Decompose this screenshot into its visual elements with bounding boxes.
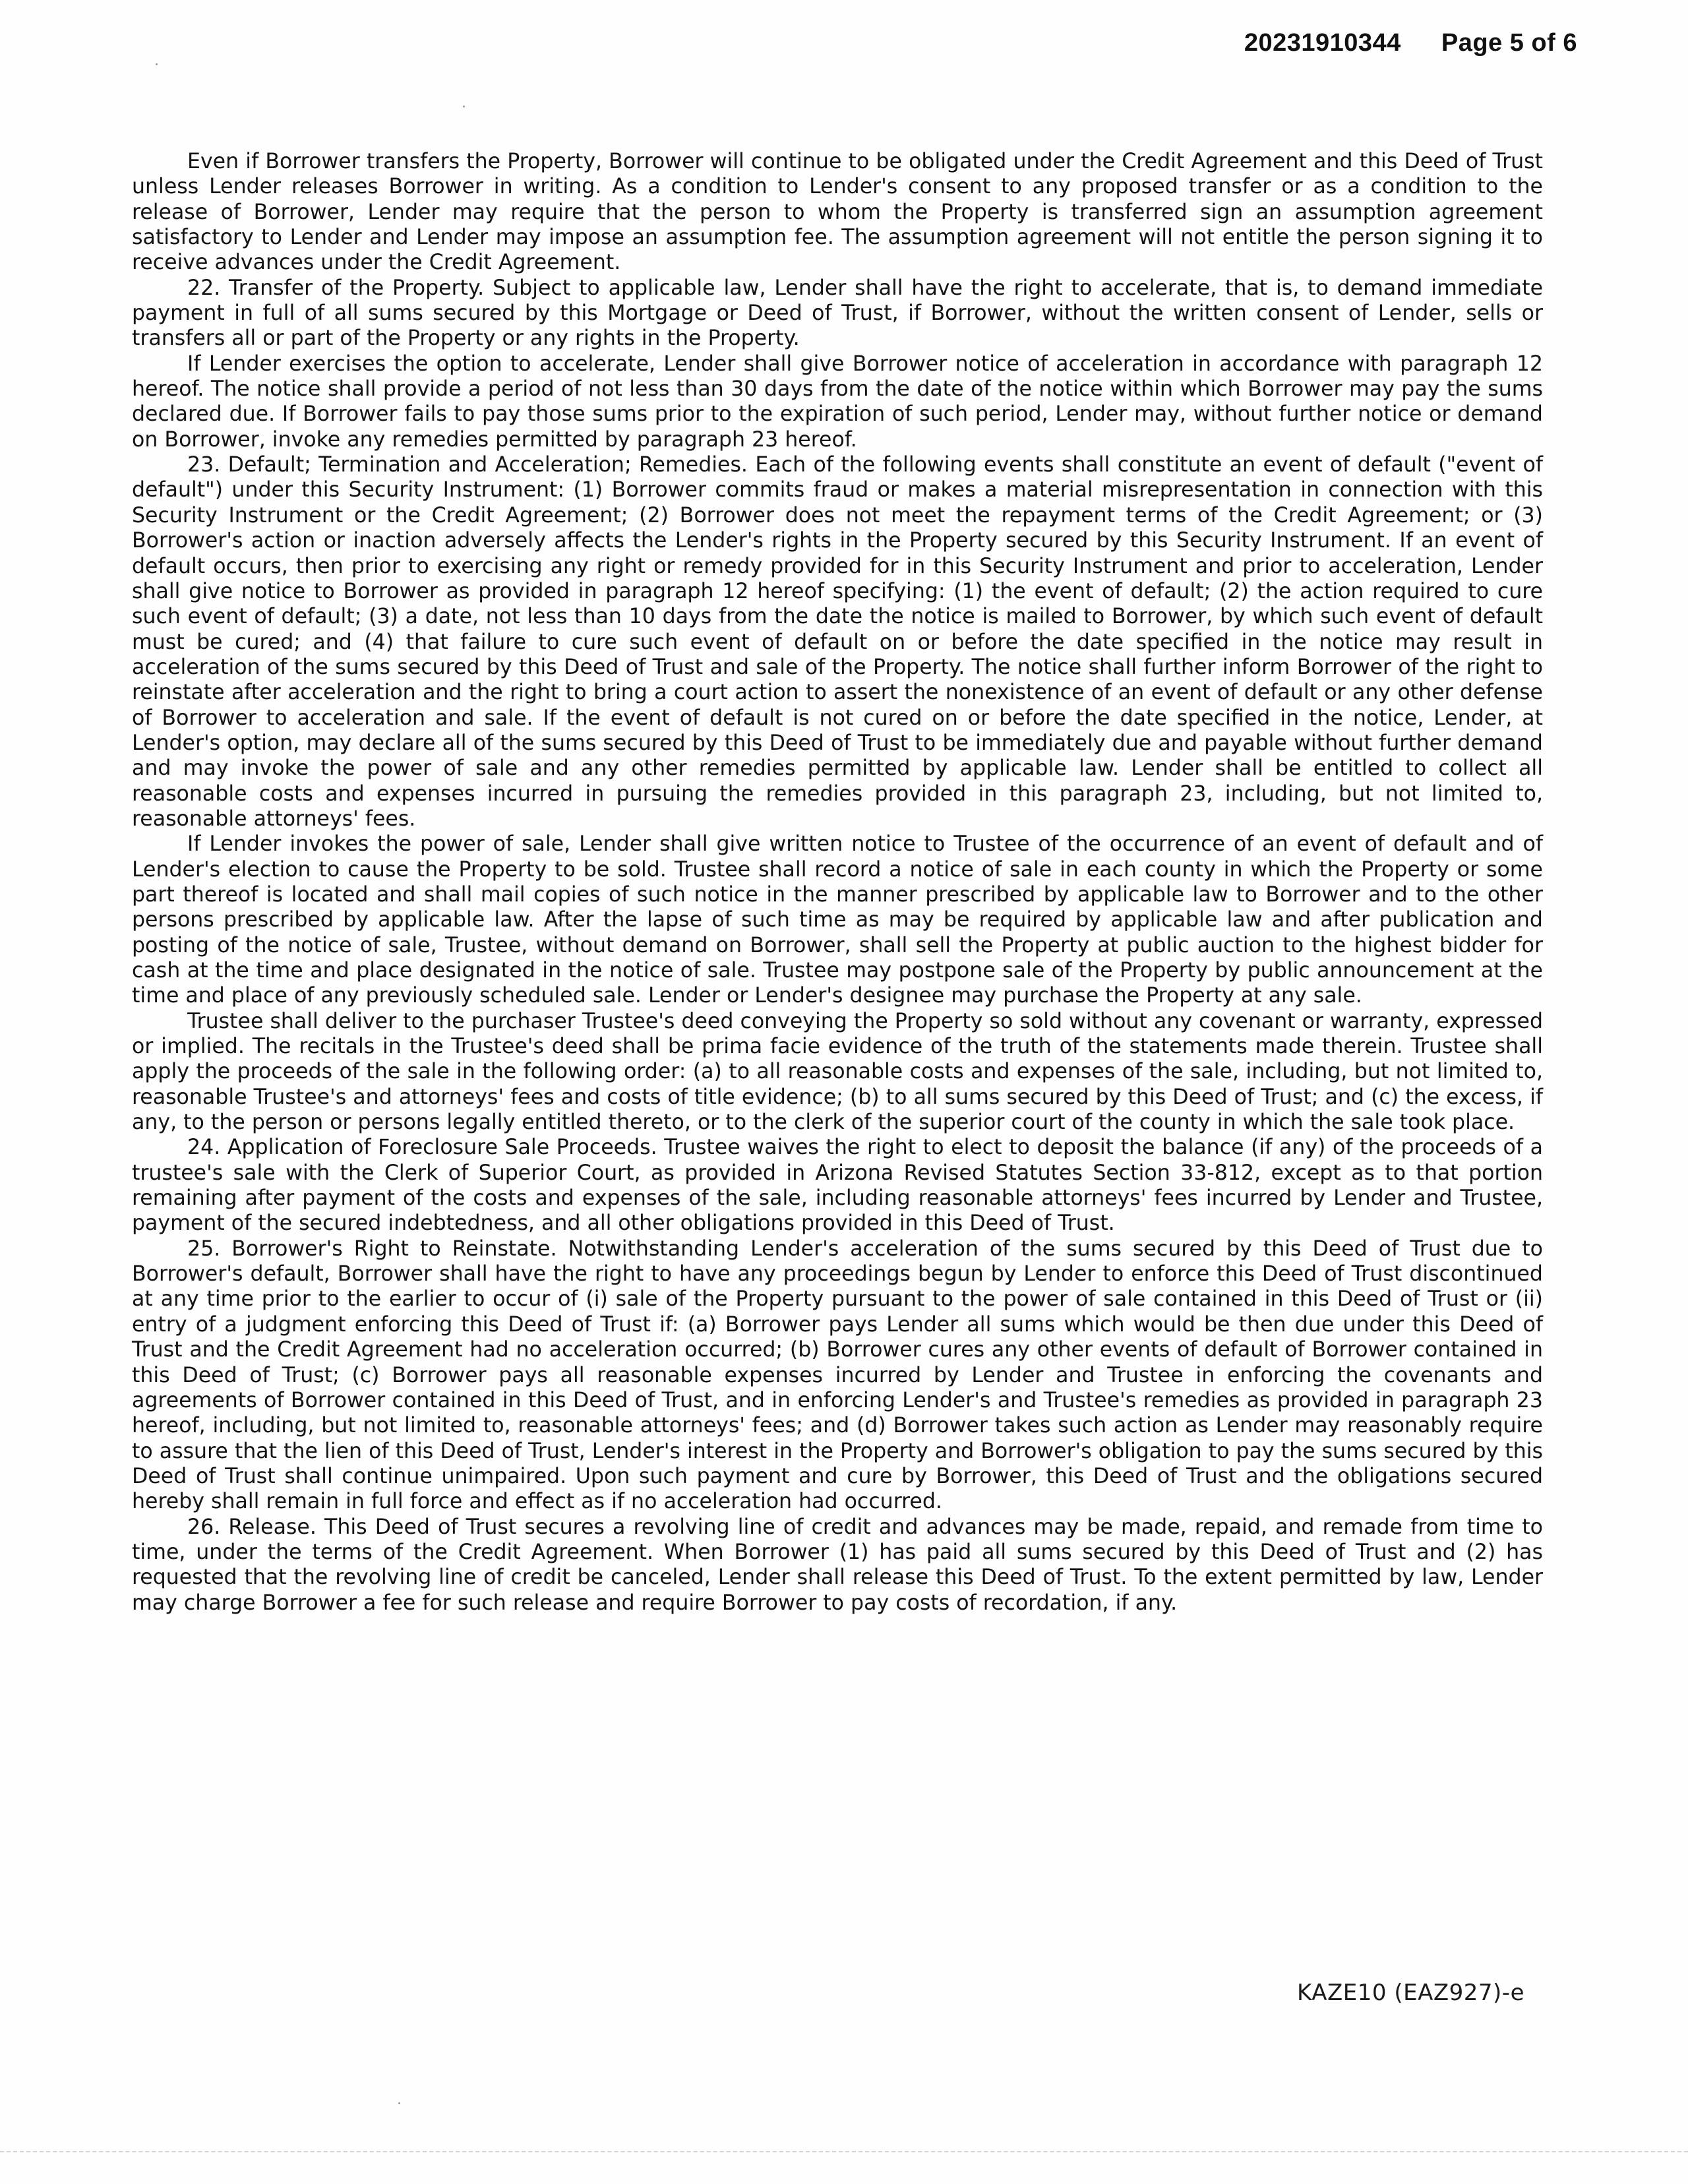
paragraph-text: Even if Borrower transfers the Property, Borrower will continue to be obligated under the Credit Agreement and this Deed of Trust unless Lender releases Borrower in writing. As a condition to Lender's consent to any proposed transfer or as a condition to the release of Borrower, Lender may require that the person to whom the Property is transferred sign an assumption agreement satisfactory to Lender and Lender may impose an assumption fee. The assumption agreement will not entitle the person signing it to receive advances under the Credit Agreement. [132,150,1543,275]
page-header [1244,29,1577,57]
paragraph-section-25 [132,1236,1543,1515]
scan-speck [398,2102,400,2104]
paragraph-text: If Lender invokes the power of sale, Lender shall give written notice to Trustee of the occurrence of an event of default and of Lender's election to cause the Property to be sold. Trustee shall record a notice of sale in each county in which the Property or some part thereof is located and shall mail copies of such notice in the manner prescribed by applicable law to Borrower and to the other persons prescribed by applicable law. After the lapse of such time as may be required by applicable law and after publication and posting of the notice of sale, Trustee, without demand on Borrower, shall sell the Property at public auction to the highest bidder for cash at the time and place designated in the notice of sale. Trustee may postpone sale of the Property by public announcement at the time and place of any previously scheduled sale. Lender or Lender's designee may purchase the Property at any sale. [132,832,1543,1008]
paragraph-section-26 [132,1515,1543,1616]
paragraph-section-22-accelerate [132,351,1543,452]
paragraph-text: If Lender exercises the option to accelerate, Lender shall give Borrower notice of acceleration in accordance with paragraph 12 hereof. The notice shall provide a period of not less than 30 days from the date of the notice within which Borrower may pay the sums declared due. If Borrower fails to pay those sums prior to the expiration of such period, Lender may, without further notice or demand on Borrower, invoke any remedies permitted by paragraph 23 hereof. [132,351,1543,452]
paragraph-section-24 [132,1135,1543,1236]
form-code: KAZE10 (EAZ927)-e [1297,1980,1524,2006]
document-number: 20231910344 [1244,29,1401,57]
paragraph-text: Subject to applicable law, Lender shall have the right to accelerate, that is, to demand immediate payment in full of all sums secured by this Mortgage or Deed of Trust, if Borrower, without the written consent of Lender, sells or transfers all or part of the Property or any rights in the Property. [132,276,1544,351]
scan-speck [156,63,158,65]
paragraph-heading: 24. Application of Foreclosure Sale Proceeds. [187,1136,657,1160]
paragraph-section-23-trustee-deed [132,1009,1543,1136]
paragraph-text: Trustee shall deliver to the purchaser Trustee's deed conveying the Property so sold without any covenant or warranty, expressed or implied. The recitals in the Trustee's deed shall be prima facie evidence of the truth of the statements made therein. Trustee shall apply the proceeds of the sale in the following order: (a) to all reasonable costs and expenses of the sale, including, but not limited to, reasonable Trustee's and attorneys' fees and costs of title evidence; (b) to all sums secured by this Deed of Trust; and (c) the excess, if any, to the person or persons legally entitled thereto, or to the clerk of the superior court of the county in which the sale took place. [132,1009,1543,1135]
paragraph-heading: 22. Transfer of the Property. [187,276,485,300]
page-indicator: Page 5 of 6 [1441,29,1577,57]
paragraph-heading: 23. Default; Termination and Acceleration; Remedies. [187,453,748,477]
paragraph-text: Notwithstanding Lender's acceleration of the sums secured by this Deed of Trust due to Borrower's default, Borrower shall have the right to have any proceedings begun by Lender to enforce this Deed of Trust discontinued at any time prior to the earlier to occur of (i) sale of the Property pursuant to the power of sale contained in this Deed of Trust or (ii) entry of a judgment enforcing this Deed of Trust if: (a) Borrower pays Lender all sums which would be then due under this Deed of Trust and the Credit Agreement had no acceleration occurred; (b) Borrower cures any other events of default of Borrower contained in this Deed of Trust; (c) Borrower pays all reasonable expenses incurred by Lender and Trustee in enforcing the covenants and agreements of Borrower contained in this Deed of Trust, and in enforcing Lender's and Trustee's remedies as provided in paragraph 23 hereof, including, but not limited to, reasonable attorneys' fees; and (d) Borrower takes such action as Lender may reasonably require to assure that the lien of this Deed of Trust, Lender's interest in the Property and Borrower's obligation to pay the sums secured by this Deed of Trust shall continue unimpaired. Upon such payment and cure by Borrower, this Deed of Trust and the obligations secured hereby shall remain in full force and effect as if no acceleration had occurred. [132,1236,1543,1514]
paragraph-text: This Deed of Trust secures a revolving line of credit and advances may be made, repaid, and remade from time to time, under the terms of the Credit Agreement. When Borrower (1) has paid all sums secured by this Deed of Trust and (2) has requested that the revolving line of credit be canceled, Lender shall release this Deed of Trust. To the extent permitted by law, Lender may charge Borrower a fee for such release and require Borrower to pay costs of recordation, if any. [132,1515,1543,1615]
paragraph-section-22 [132,276,1543,351]
paragraph-heading: 26. Release. [187,1515,316,1539]
paragraph-text: Trustee waives the right to elect to deposit the balance (if any) of the proceeds of a trustee's sale with the Clerk of Superior Court, as provided in Arizona Revised Statutes Section 33-812, except as to that portion remaining after payment of the costs and expenses of the sale, including reasonable attorneys' fees incurred by Lender and Trustee, payment of the secured indebtedness, and all other obligations provided in this Deed of Trust. [132,1136,1543,1236]
deed-body [132,149,1543,1616]
paragraph-text: Each of the following events shall constitute an event of default ("event of default") under this Security Instrument: (1) Borrower commits fraud or makes a material misrepresentation in connection with this Security Instrument or the Credit Agreement; (2) Borrower does not meet the repayment terms of the Credit Agreement; or (3) Borrower's action or inaction adversely affects the Lender's rights in the Property secured by this Security Instrument. If an event of default occurs, then prior to exercising any right or remedy provided for in this Security Instrument and prior to acceleration, Lender shall give notice to Borrower as provided in paragraph 12 hereof specifying: (1) the event of default; (2) the action required to cure such event of default; (3) a date, not less than 10 days from the date the notice is mailed to Borrower, by which such event of default must be cured; and (4) that failure to cure such event of default on or before the date specified in the notice may result in acceleration of the sums secured by this Deed of Trust and sale of the Property. The notice shall further inform Borrower of the right to reinstate after acceleration and the right to bring a court action to assert the nonexistence of an event of default or any other defense of Borrower to acceleration and sale. If the event of default is not cured on or before the date specified in the notice, Lender, at Lender's option, may declare all of the sums secured by this Deed of Trust to be immediately due and payable without further demand and may invoke the power of sale and any other remedies permitted by applicable law. Lender shall be entitled to collect all reasonable costs and expenses incurred in pursuing the remedies provided in this paragraph 23, including, but not limited to, reasonable attorneys' fees. [132,453,1543,831]
paragraph-heading: 25. Borrower's Right to Reinstate. [187,1236,557,1261]
scan-edge-line [0,2151,1688,2152]
paragraph-section-23 [132,452,1543,832]
paragraph-transfer-obligation [132,149,1543,276]
scan-speck [463,106,465,107]
paragraph-section-23-power-of-sale [132,832,1543,1008]
